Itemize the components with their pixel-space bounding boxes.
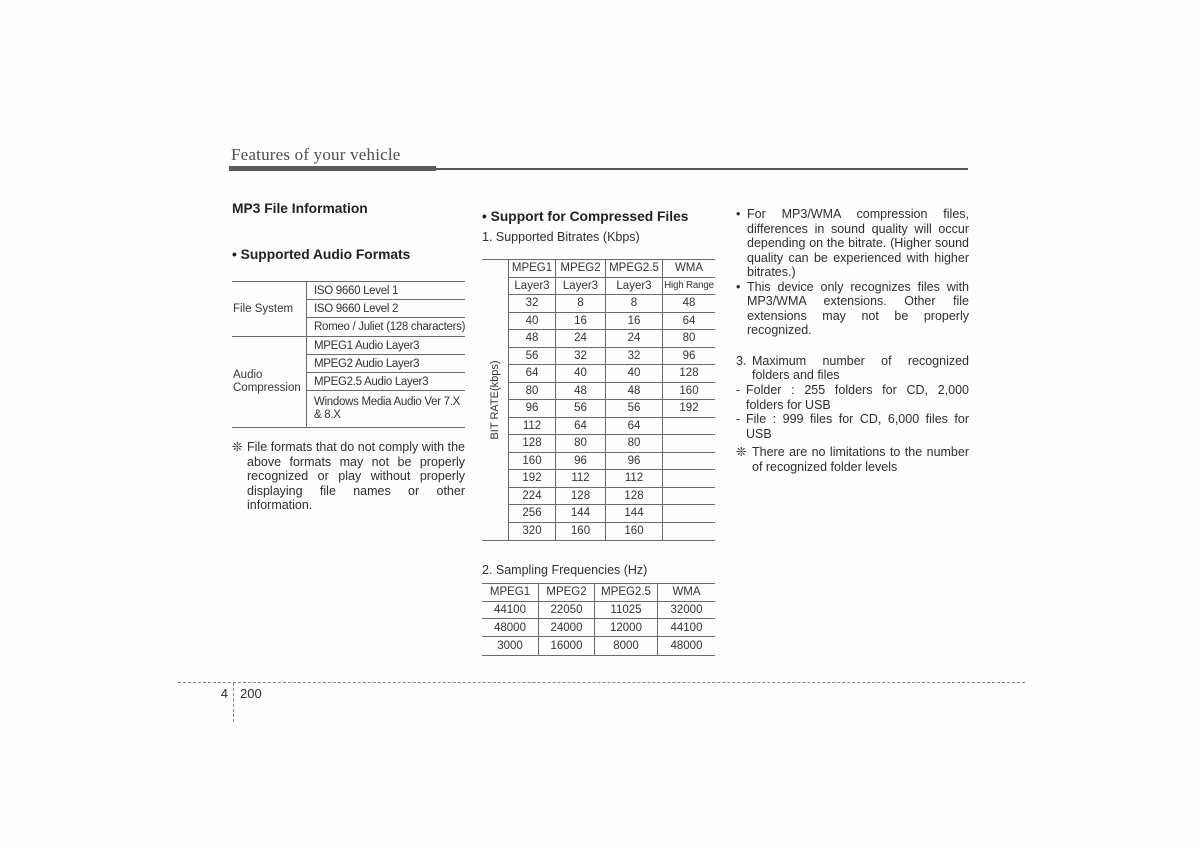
section-title-mp3-file-information: MP3 File Information <box>232 201 368 216</box>
table-row <box>509 453 715 471</box>
bitrates-body <box>509 295 715 540</box>
table-row <box>509 348 715 366</box>
dash-file-limits <box>736 412 969 441</box>
table-cell: 11025 <box>595 602 658 619</box>
note-folder-levels <box>736 445 969 474</box>
audio-compression-group <box>232 337 465 428</box>
table-cell: 80 <box>509 383 556 400</box>
table-cell: 192 <box>509 470 556 487</box>
table-cell: 64 <box>682 314 696 327</box>
column-header: MPEG1 <box>509 260 556 277</box>
table-cell: 56 <box>606 400 663 417</box>
table-row <box>509 435 715 453</box>
table-cell: Windows Media Audio Ver 7.X & 8.X <box>314 395 460 421</box>
footer-dashed-rule <box>178 682 1025 683</box>
table-cell: 256 <box>509 505 556 522</box>
table-row <box>509 330 715 348</box>
table-cell: 96 <box>509 400 556 417</box>
chapter-number: 4 <box>220 686 228 701</box>
table-cell: 16 <box>556 313 606 330</box>
table-cell: 96 <box>682 349 696 362</box>
table-cell <box>663 453 715 470</box>
table-cell: 8 <box>606 295 663 312</box>
table-cell: 64 <box>509 365 556 382</box>
table-cell: 96 <box>606 453 663 470</box>
note-text: There are no limitations to the number of recognized folder levels <box>752 445 969 474</box>
item-max-folders-files <box>736 354 969 383</box>
bitrates-grid <box>509 260 715 540</box>
bullet-icon: • <box>736 207 741 221</box>
table-cell: 48 <box>606 383 663 400</box>
dash-text: Folder : 255 folders for CD, 2,000 folders for USB <box>746 383 969 412</box>
bullet-text: This device only recognizes files with MP3/WMA extensions. Other file extensions may not be properly recognized. <box>747 279 969 338</box>
note-text: File formats that do not comply with the above formats may not be properly recognized or play without properly displaying file names or other information. <box>247 440 465 513</box>
sampling-caption: 2. Sampling Frequencies (Hz) <box>482 563 648 577</box>
table-cell: 32 <box>556 348 606 365</box>
table-cell <box>663 488 715 505</box>
table-cell: 3000 <box>482 637 539 655</box>
table-cell: 160 <box>509 453 556 470</box>
column-header: WMA <box>672 586 701 599</box>
table-cell: 24 <box>556 330 606 347</box>
table-row <box>482 619 715 637</box>
table-cell: 96 <box>556 453 606 470</box>
table-cell: 48 <box>682 297 696 310</box>
table-cell: 48000 <box>482 619 539 636</box>
item-text: Maximum number of recognized folders and files <box>752 353 969 383</box>
table-cell: ISO 9660 Level 1 <box>307 282 465 300</box>
table-cell: MPEG1 Audio Layer3 <box>307 337 465 355</box>
bitrate-axis-label-cell <box>482 260 509 540</box>
column-header: MPEG1 <box>482 584 539 601</box>
table-row <box>509 488 715 506</box>
subsection-support-for-compressed-files: • Support for Compressed Files <box>482 209 689 224</box>
dash-text: File : 999 files for CD, 6,000 files for USB <box>746 412 969 441</box>
table-cell: 48 <box>509 330 556 347</box>
sampling-header-row <box>482 584 715 602</box>
table-cell: 24 <box>606 330 663 347</box>
footer-dashed-divider <box>233 683 234 722</box>
table-cell: ISO 9660 Level 2 <box>307 300 465 318</box>
table-cell: 80 <box>682 332 696 345</box>
page-number: 200 <box>240 686 262 701</box>
bullet-sound-quality <box>736 207 969 280</box>
table-cell: MPEG2 Audio Layer3 <box>307 355 465 373</box>
table-cell: 8 <box>556 295 606 312</box>
table-cell: 40 <box>509 313 556 330</box>
table-row <box>509 470 715 488</box>
row-group-label: File System <box>232 282 307 336</box>
column-subheader: Layer3 <box>606 278 663 295</box>
asterisk-flower-icon: ❊ <box>232 440 243 454</box>
table-row <box>482 637 715 655</box>
column-header: WMA <box>674 262 704 275</box>
bitrate-axis-label: BIT RATE(kbps) <box>489 360 501 440</box>
file-system-group <box>232 282 465 337</box>
table-cell: 112 <box>556 470 606 487</box>
table-cell: 48000 <box>670 639 703 652</box>
table-cell: 16 <box>606 313 663 330</box>
table-cell: 32000 <box>670 604 703 617</box>
middle-column <box>482 201 715 656</box>
column-subheader: Layer3 <box>556 278 606 295</box>
table-cell: 128 <box>509 435 556 452</box>
header-rule-line <box>436 168 968 170</box>
table-cell: 128 <box>679 367 699 380</box>
column-header: MPEG2 <box>556 260 606 277</box>
table-row <box>509 505 715 523</box>
table-row <box>509 295 715 313</box>
table-cell: 320 <box>509 523 556 541</box>
table-cell: 144 <box>556 505 606 522</box>
column-header: MPEG2.5 <box>595 584 658 601</box>
table-cell <box>663 418 715 435</box>
table-cell: 48 <box>556 383 606 400</box>
sampling-body <box>482 602 715 655</box>
table-cell: 160 <box>606 523 663 541</box>
asterisk-flower-icon: ❊ <box>736 445 747 460</box>
table-row <box>509 418 715 436</box>
page-header-title: Features of your vehicle <box>231 145 401 164</box>
table-cell: 8000 <box>595 637 658 655</box>
left-column <box>232 201 465 513</box>
table-cell: 24000 <box>539 619 595 636</box>
table-cell: 12000 <box>595 619 658 636</box>
column-subheader: Layer3 <box>509 278 556 295</box>
table-cell: 112 <box>509 418 556 435</box>
supported-audio-formats-table <box>232 281 465 428</box>
column-subheader: High Range <box>664 280 714 292</box>
table-cell: 224 <box>509 488 556 505</box>
bullet-text: For MP3/WMA compression files, differences in sound quality will occur depending on the bitrate. (Higher sound quality can be experienced with higher bitrates.) <box>747 207 969 280</box>
column-header: MPEG2 <box>539 584 595 601</box>
table-cell <box>663 523 715 541</box>
right-column <box>736 201 969 474</box>
table-cell: 64 <box>606 418 663 435</box>
table-cell: 32 <box>509 295 556 312</box>
subsection-supported-audio-formats: • Supported Audio Formats <box>232 247 411 262</box>
table-cell: 144 <box>606 505 663 522</box>
table-cell: 44100 <box>482 602 539 619</box>
dash-icon: - <box>736 383 741 398</box>
table-cell: 160 <box>679 384 699 397</box>
bullet-extensions <box>736 280 969 338</box>
bitrates-header-row <box>509 260 715 278</box>
table-cell: 56 <box>556 400 606 417</box>
header-accent-bar <box>229 166 436 171</box>
table-cell <box>663 435 715 452</box>
table-row <box>509 523 715 541</box>
bitrates-subheader-row <box>509 278 715 296</box>
table-cell: 64 <box>556 418 606 435</box>
table-cell <box>663 505 715 522</box>
table-cell: 16000 <box>539 637 595 655</box>
table-cell <box>663 470 715 487</box>
table-row <box>482 602 715 620</box>
table-cell: Romeo / Juliet (128 characters) <box>314 321 466 333</box>
bitrates-caption: 1. Supported Bitrates (Kbps) <box>482 230 640 244</box>
note-file-formats <box>232 440 465 513</box>
dash-icon: - <box>736 412 741 427</box>
row-group-label: Audio Compression <box>232 337 307 427</box>
table-cell: 44100 <box>670 621 703 634</box>
table-cell: 80 <box>606 435 663 452</box>
table-row <box>509 400 715 418</box>
table-row <box>509 383 715 401</box>
table-cell: 56 <box>509 348 556 365</box>
table-cell: 128 <box>606 488 663 505</box>
table-cell: 192 <box>679 402 699 415</box>
table-row <box>509 365 715 383</box>
table-cell: 128 <box>556 488 606 505</box>
table-cell: 22050 <box>539 602 595 619</box>
dash-folder-limits <box>736 383 969 412</box>
table-cell: 112 <box>606 470 663 487</box>
table-cell: 32 <box>606 348 663 365</box>
bullet-icon: • <box>736 279 741 294</box>
table-row <box>509 313 715 331</box>
item-number: 3. <box>736 353 747 368</box>
table-cell: 40 <box>556 365 606 382</box>
column-header: MPEG2.5 <box>606 260 663 277</box>
sampling-frequencies-table <box>482 583 715 656</box>
table-cell: 40 <box>606 365 663 382</box>
supported-bitrates-table <box>482 259 715 541</box>
table-cell: 80 <box>556 435 606 452</box>
table-cell: 160 <box>556 523 606 541</box>
table-cell: MPEG2.5 Audio Layer3 <box>307 373 465 391</box>
